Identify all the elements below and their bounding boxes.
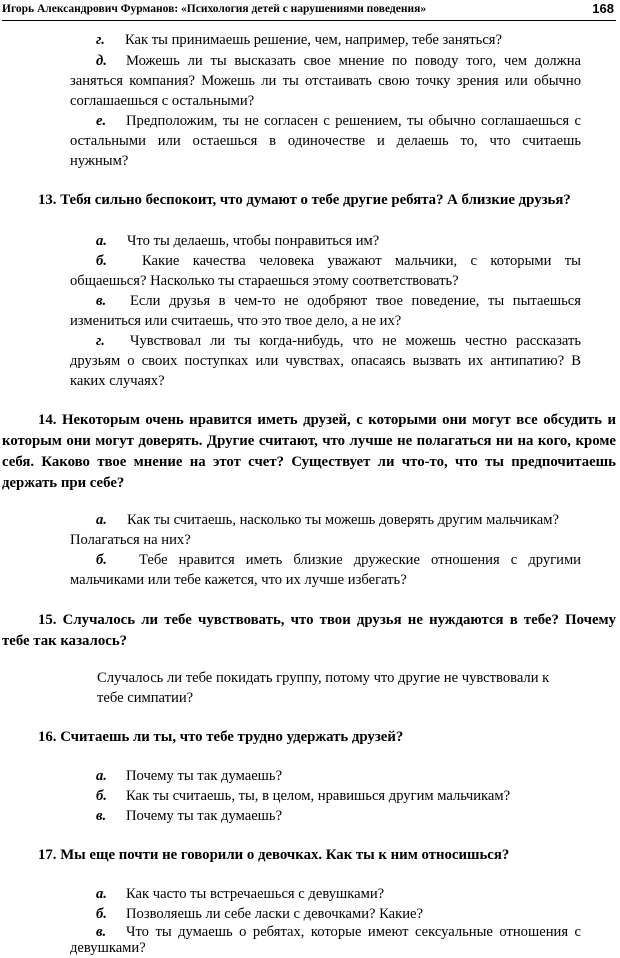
- item-line: мальчиками или тебе кажется, что их лучше избегать?: [70, 572, 407, 588]
- item-line: заняться компания? Можешь ли ты отстаивать свою точку зрения или обычно: [70, 73, 581, 89]
- item-marker: д.: [96, 53, 107, 69]
- running-header: [2, 2, 616, 21]
- heading-line: себя. Каково твое мнение на этот счет? Существует ли что-то, что ты предпочитаешь: [2, 454, 616, 470]
- heading-line: тебе так казалось?: [2, 633, 128, 649]
- question-16-heading: 16. Считаешь ли ты, что тебе трудно удержать друзей?: [38, 729, 404, 745]
- item-line: соглашаешься с остальными?: [70, 93, 255, 109]
- item-marker: в.: [96, 924, 107, 940]
- item-line: Что ты делаешь, чтобы понравиться им?: [127, 233, 380, 249]
- item-line: Можешь ли ты высказать свое мнение по поводу того, чем должна: [126, 53, 581, 69]
- heading-line: 14. Некоторым очень нравится иметь друзей, с которыми они могут все обсудить и: [38, 412, 616, 428]
- item-line: Позволяешь ли себе ласки с девочками? Какие?: [126, 906, 423, 922]
- item-marker: г.: [96, 333, 105, 349]
- item-line: Что ты думаешь о ребятах, которые имеют сексуальные отношения с: [126, 924, 581, 940]
- item-line: нужным?: [70, 153, 129, 169]
- item-marker: б.: [96, 906, 107, 922]
- heading-line: 15. Случалось ли тебе чувствовать, что твои друзья не нуждаются в тебе? Почему: [38, 612, 616, 628]
- item-line: измениться или считаешь, что это твое дело, а не их?: [70, 313, 402, 329]
- question-13-heading: 13. Тебя сильно беспокоит, что думают о тебе другие ребята? А близкие друзья?: [38, 192, 571, 208]
- header-title: Игорь Александрович Фурманов: «Психология детей с нарушениями поведения»: [2, 3, 427, 15]
- item-line: Как ты считаешь, насколько ты можешь доверять другим мальчикам?: [127, 512, 559, 528]
- item-marker: е.: [96, 113, 107, 129]
- item-marker: а.: [96, 512, 107, 528]
- page-number: 168: [592, 1, 614, 16]
- item-marker: а.: [96, 768, 107, 784]
- item-line: Почему ты так думаешь?: [126, 808, 283, 824]
- item-line: Как часто ты встречаешься с девушками?: [126, 886, 385, 902]
- heading-line: держать при себе?: [2, 475, 125, 491]
- item-line: девушками?: [70, 940, 146, 956]
- item-line: друзьям о своих поступках или чувствах, опасаясь вызвать их антипатию? В: [70, 353, 581, 369]
- item-marker: а.: [96, 233, 107, 249]
- item-marker: б.: [96, 552, 107, 568]
- item-line: остальными или остаешься в одиночестве и делаешь то, что считаешь: [70, 133, 581, 149]
- question-17-heading: 17. Мы еще почти не говорили о девочках. Как ты к ним относишься?: [38, 847, 510, 863]
- item-line: Как ты принимаешь решение, чем, например, тебе заняться?: [125, 32, 502, 48]
- heading-line: которым они могут доверять. Другие считают, что лучше не полагаться ни на кого, кроме: [2, 433, 616, 449]
- text-line: Случалось ли тебе покидать группу, потому что другие не чувствовали к: [97, 670, 550, 686]
- item-line: каких случаях?: [70, 373, 165, 389]
- item-line: Почему ты так думаешь?: [126, 768, 283, 784]
- item-marker: в.: [96, 808, 107, 824]
- item-line: Тебе нравится иметь близкие дружеские отношения с другими: [139, 552, 581, 568]
- item-marker: б.: [96, 253, 107, 269]
- item-marker: а.: [96, 886, 107, 902]
- item-line: Как ты считаешь, ты, в целом, нравишься другим мальчикам?: [126, 788, 511, 804]
- item-line: Чувствовал ли ты когда-нибудь, что не можешь честно рассказать: [130, 333, 581, 349]
- item-marker: в.: [96, 293, 107, 309]
- item-line: Предположим, ты не согласен с решением, ты обычно соглашаешься с: [126, 113, 581, 129]
- item-line: общаешься? Насколько ты стараешься этому соответствовать?: [70, 273, 459, 289]
- item-marker: г.: [96, 32, 105, 48]
- item-marker: б.: [96, 788, 107, 804]
- text-line: тебе симпатии?: [97, 690, 194, 706]
- item-line: Если друзья в чем-то не одобряют твое поведение, ты пытаешься: [130, 293, 581, 309]
- item-line: Какие качества человека уважают мальчики, с которыми ты: [142, 253, 581, 269]
- item-line: Полагаться на них?: [70, 532, 191, 548]
